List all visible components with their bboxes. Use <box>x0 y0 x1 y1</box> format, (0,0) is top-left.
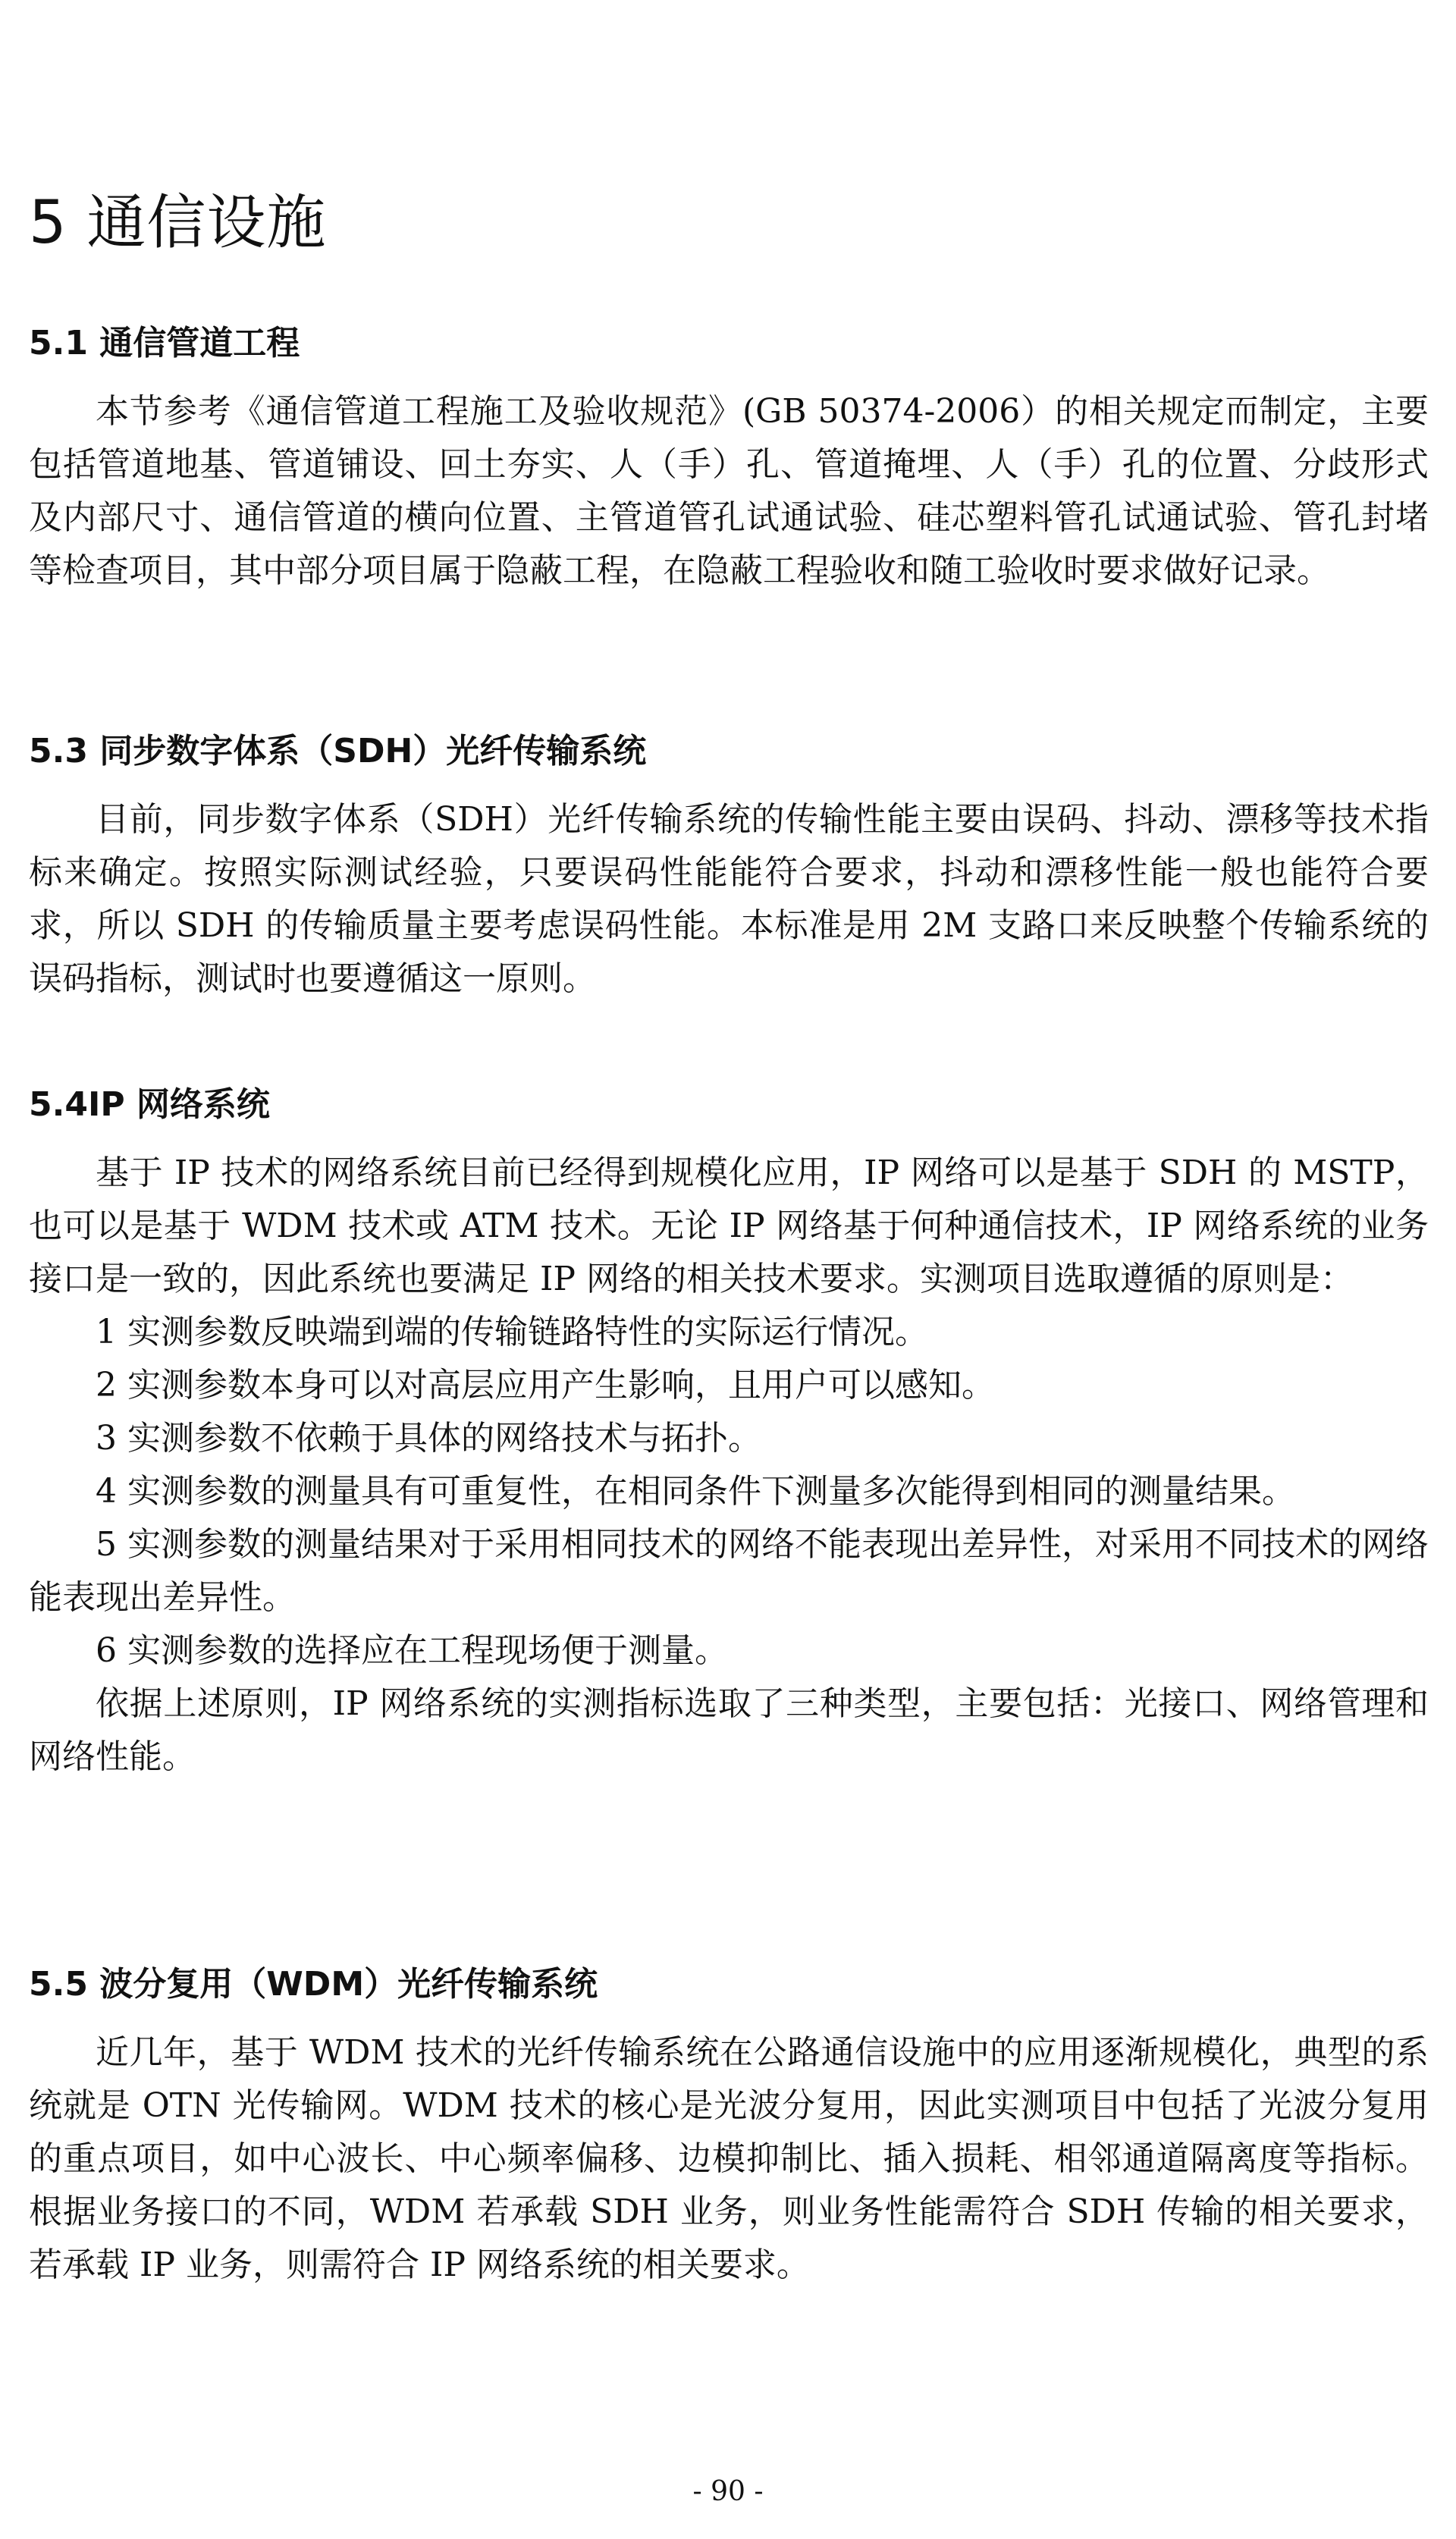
paragraph: 近几年，基于 WDM 技术的光纤传输系统在公路通信设施中的应用逐渐规模化，典型的系统就是 OTN 光传输网。WDM 技术的核心是光波分复用，因此实测项目中包括了光波分复用的重点项目，如中心波长、中心频率偏移、边模抑制比、插入损耗、相邻通道隔离度等指标。根据业务接口的不同，WDM 若承载 SDH 业务，则业务性能需符合 SDH 传输的相关要求，若承载 IP 业务，则需符合 IP 网络系统的相关要求。 <box>29 2033 1429 2284</box>
section-heading: 5.1 通信管道工程 <box>29 324 300 362</box>
section-heading: 5.4IP 网络系统 <box>29 1085 270 1124</box>
section-5-5 <box>29 1960 1429 2292</box>
section-heading: 5.3 同步数字体系（SDH）光纤传输系统 <box>29 732 647 770</box>
paragraph: 依据上述原则，IP 网络系统的实测指标选取了三种类型，主要包括：光接口、网络管理和网络性能。 <box>29 1684 1429 1776</box>
section-5-4 <box>29 1080 1429 1784</box>
list-item: 4 实测参数的测量具有可重复性，在相同条件下测量多次能得到相同的测量结果。 <box>96 1472 1295 1511</box>
paragraph: 目前，同步数字体系（SDH）光纤传输系统的传输性能主要由误码、抖动、漂移等技术指标来确定。按照实际测试经验，只要误码性能能符合要求，抖动和漂移性能一般也能符合要求，所以 SDH 的传输质量主要考虑误码性能。本标准是用 2M 支路口来反映整个传输系统的误码指标，测试时也要遵循这一原则。 <box>29 800 1429 998</box>
list-item: 2 实测参数本身可以对高层应用产生影响，且用户可以感知。 <box>96 1366 995 1404</box>
list-item: 6 实测参数的选择应在工程现场便于测量。 <box>96 1631 728 1670</box>
list-item: 1 实测参数反映端到端的传输链路特性的实际运行情况。 <box>96 1313 928 1351</box>
paragraph: 基于 IP 技术的网络系统目前已经得到规模化应用，IP 网络可以是基于 SDH 的 MSTP，也可以是基于 WDM 技术或 ATM 技术。无论 IP 网络基于何种通信技术，IP 网络系统的业务接口是一致的，因此系统也要满足 IP 网络的相关技术要求。实测项目选取遵循的原则是： <box>29 1153 1429 1298</box>
section-heading: 5.5 波分复用（WDM）光纤传输系统 <box>29 1965 598 2004</box>
section-5-3 <box>29 727 1429 1006</box>
list-item: 5 实测参数的测量结果对于采用相同技术的网络不能表现出差异性，对采用不同技术的网络能表现出差异性。 <box>29 1525 1429 1617</box>
list-item: 3 实测参数不依赖于具体的网络技术与拓扑。 <box>96 1419 761 1458</box>
page-number: - 90 - <box>692 2476 764 2507</box>
chapter-title: 5 通信设施 <box>29 189 327 257</box>
section-5-1 <box>29 319 1429 598</box>
paragraph: 本节参考《通信管道工程施工及验收规范》(GB 50374-2006）的相关规定而制定，主要包括管道地基、管道铺设、回土夯实、人（手）孔、管道掩埋、人（手）孔的位置、分歧形式及内部尺寸、通信管道的横向位置、主管道管孔试通试验、硅芯塑料管孔试通试验、管孔封堵等检查项目，其中部分项目属于隐蔽工程，在隐蔽工程验收和随工验收时要求做好记录。 <box>29 392 1429 590</box>
